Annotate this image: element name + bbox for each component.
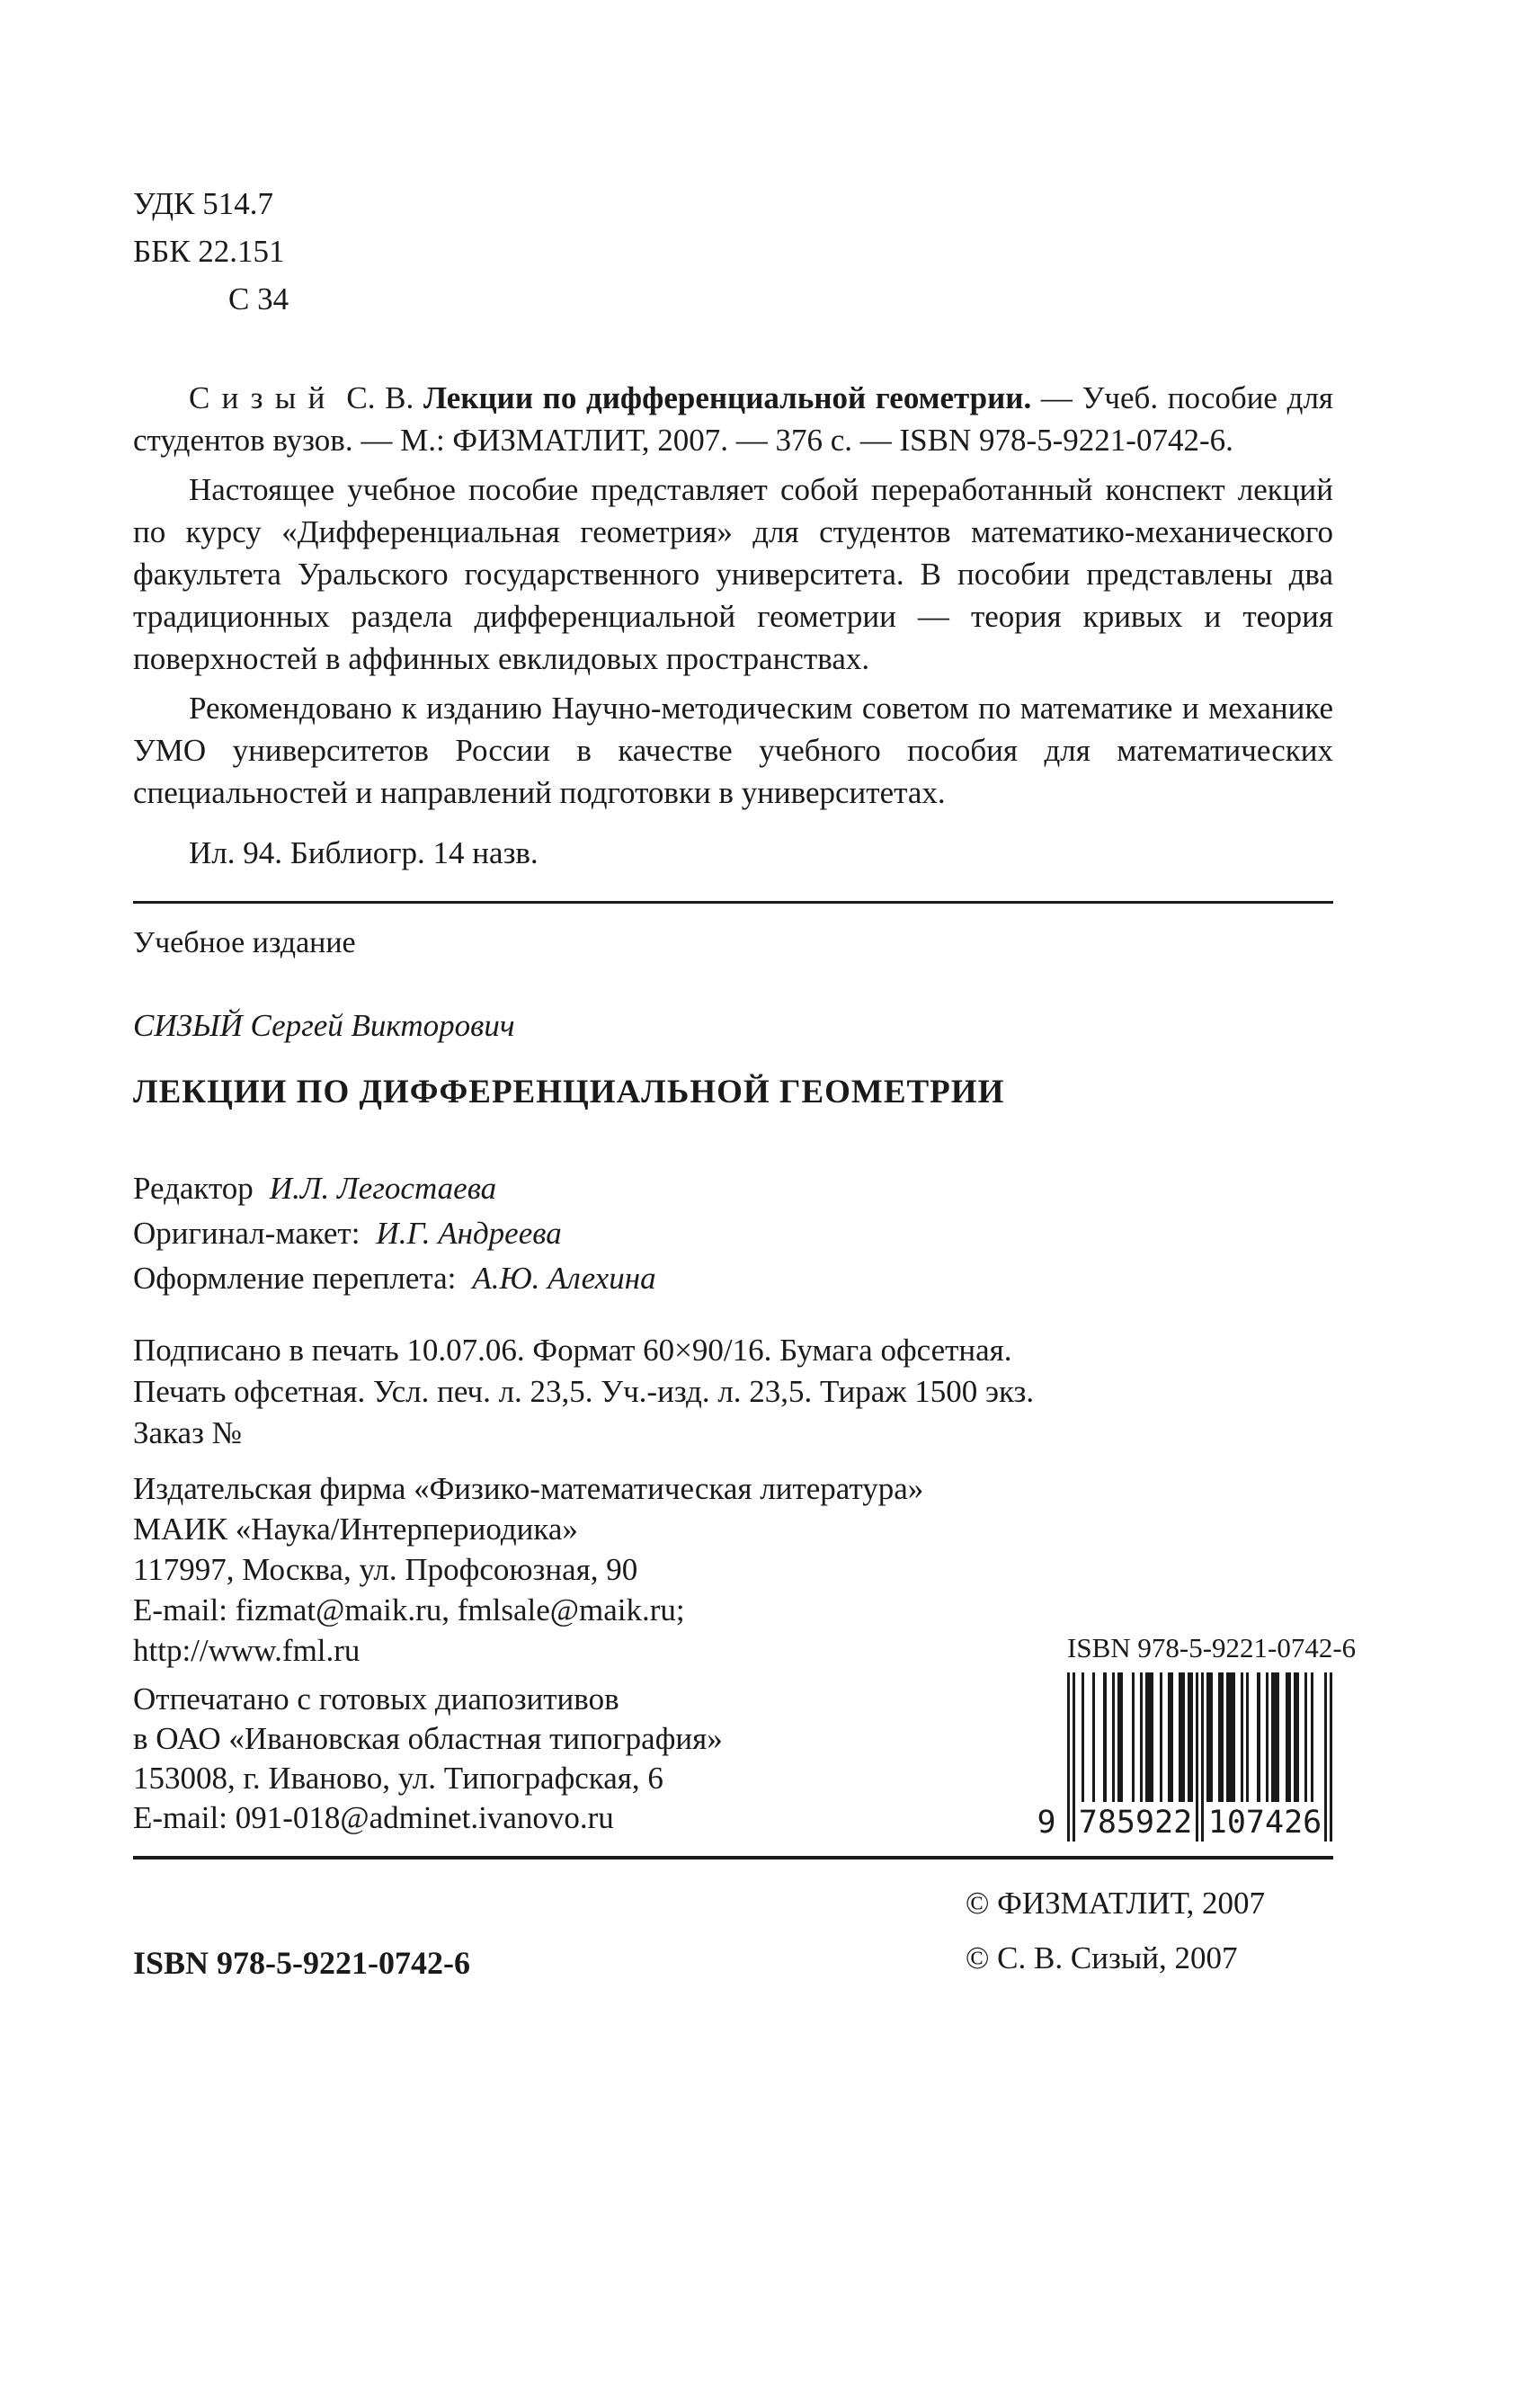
- copyright-block: [966, 1876, 1265, 1985]
- credit-layout-label: Оригинал-макет:: [133, 1216, 361, 1251]
- edition-author: СИЗЫЙ Сергей Викторович: [133, 1008, 515, 1043]
- printer-block: [133, 1680, 1028, 1838]
- printer-address: 153008, г. Иваново, ул. Типографская, 6: [133, 1761, 663, 1796]
- printer-line-1: Отпечатано с готовых диапозитивов: [133, 1681, 619, 1717]
- credit-editor: [133, 1166, 1333, 1211]
- credits-block: [133, 1166, 1333, 1301]
- addresses-column: [133, 1468, 1028, 1838]
- print-details-block: [133, 1330, 1333, 1454]
- biblio-rest: — Учеб. пособие для студентов вузов. — М.: ФИЗМАТЛИТ, 2007. — 376 с. — ISBN 978-5-9221-0742-6.: [133, 380, 1334, 458]
- biblio-title: Лекции по дифференциальной геометрии.: [423, 380, 1032, 415]
- classification-block: [133, 180, 1333, 323]
- credit-cover-label: Оформление переплета:: [133, 1261, 457, 1296]
- edition-title: ЛЕКЦИИ ПО ДИФФЕРЕНЦИАЛЬНОЙ ГЕОМЕТРИИ: [133, 1074, 1005, 1110]
- barcode-block: [1037, 1631, 1357, 1842]
- publisher-address: 117997, Москва, ул. Профсоюзная, 90: [133, 1552, 638, 1587]
- credit-editor-label: Редактор: [133, 1171, 254, 1206]
- publisher-website: http://www.fml.ru: [133, 1633, 361, 1668]
- annotation-paragraph-2: Рекомендовано к изданию Научно-методическим советом по математике и механике УМО университетов России в качестве учебного пособия для математических специальностей и направлений подготовки в университетах.: [133, 691, 1333, 810]
- author-sign: С 34: [228, 281, 289, 317]
- divider-rule-top: [133, 901, 1333, 904]
- barcode-isbn-label: ISBN 978-5-9221-0742-6: [1067, 1632, 1357, 1663]
- footer-isbn: ISBN 978-5-9221-0742-6: [133, 1945, 470, 1981]
- barcode-digit-group-3: 107426: [1206, 1802, 1323, 1843]
- publisher-block: [133, 1468, 1028, 1671]
- publisher-email: E-mail: fizmat@maik.ru, fmlsale@maik.ru;: [133, 1592, 685, 1628]
- bibliographic-entry: [133, 377, 1333, 461]
- barcode-digit-group-2: 785922: [1077, 1802, 1194, 1843]
- printer-line-2: в ОАО «Ивановская областная типография»: [133, 1721, 723, 1756]
- page-content: [133, 180, 1357, 1985]
- edition-kind: Учебное издание: [133, 926, 356, 959]
- udk-code: УДК 514.7: [133, 186, 273, 221]
- copyright-author: © С. В. Сизый, 2007: [965, 1940, 1238, 1975]
- credit-layout-name: И.Г. Андреева: [376, 1216, 562, 1251]
- barcode-digit-group-1: 9: [1033, 1802, 1060, 1843]
- barcode-column: [1028, 1468, 1357, 1841]
- biblio-author-surname: Сизый: [189, 380, 337, 415]
- illustrations-stats: Ил. 94. Библиогр. 14 назв.: [189, 835, 539, 870]
- publisher-firm: Издательская фирма «Физико-математическая литература»: [133, 1471, 924, 1506]
- credit-editor-name: И.Л. Легостаева: [269, 1171, 497, 1206]
- barcode-graphic: [1037, 1672, 1333, 1842]
- credit-cover-name: А.Ю. Алехина: [472, 1261, 656, 1296]
- copyright-publisher: © ФИЗМАТЛИТ, 2007: [965, 1886, 1265, 1921]
- credit-cover: [133, 1256, 1333, 1301]
- biblio-author-initials: С. В.: [346, 380, 414, 415]
- credit-layout: [133, 1211, 1333, 1256]
- annotation-paragraph-1: Настоящее учебное пособие представляет собой переработанный конспект лекций по курсу «Дифференциальная геометрия» для студентов математико-механического факультета Уральского государственного университета. В пособии представлены два традиционных раздела дифференциальной геометрии — теория кривых и теория поверхностей в аффинных евклидовых пространствах.: [133, 472, 1333, 676]
- publisher-maik: МАИК «Наука/Интерпериодика»: [133, 1512, 578, 1547]
- footer-row: [133, 1876, 1333, 1985]
- divider-rule-bottom: [133, 1856, 1333, 1859]
- printer-email: E-mail: 091-018@adminet.ivanovo.ru: [133, 1800, 614, 1835]
- bbk-code: ББК 22.151: [133, 234, 285, 269]
- lower-section: [133, 1468, 1357, 1841]
- print-details-line-3: Заказ №: [133, 1415, 243, 1450]
- print-details-line-2: Печать офсетная. Усл. печ. л. 23,5. Уч.-изд. л. 23,5. Тираж 1500 экз.: [133, 1374, 1035, 1409]
- print-details-line-1: Подписано в печать 10.07.06. Формат 60×90/16. Бумага офсетная.: [133, 1333, 1012, 1368]
- barcode-digits: [1037, 1802, 1333, 1845]
